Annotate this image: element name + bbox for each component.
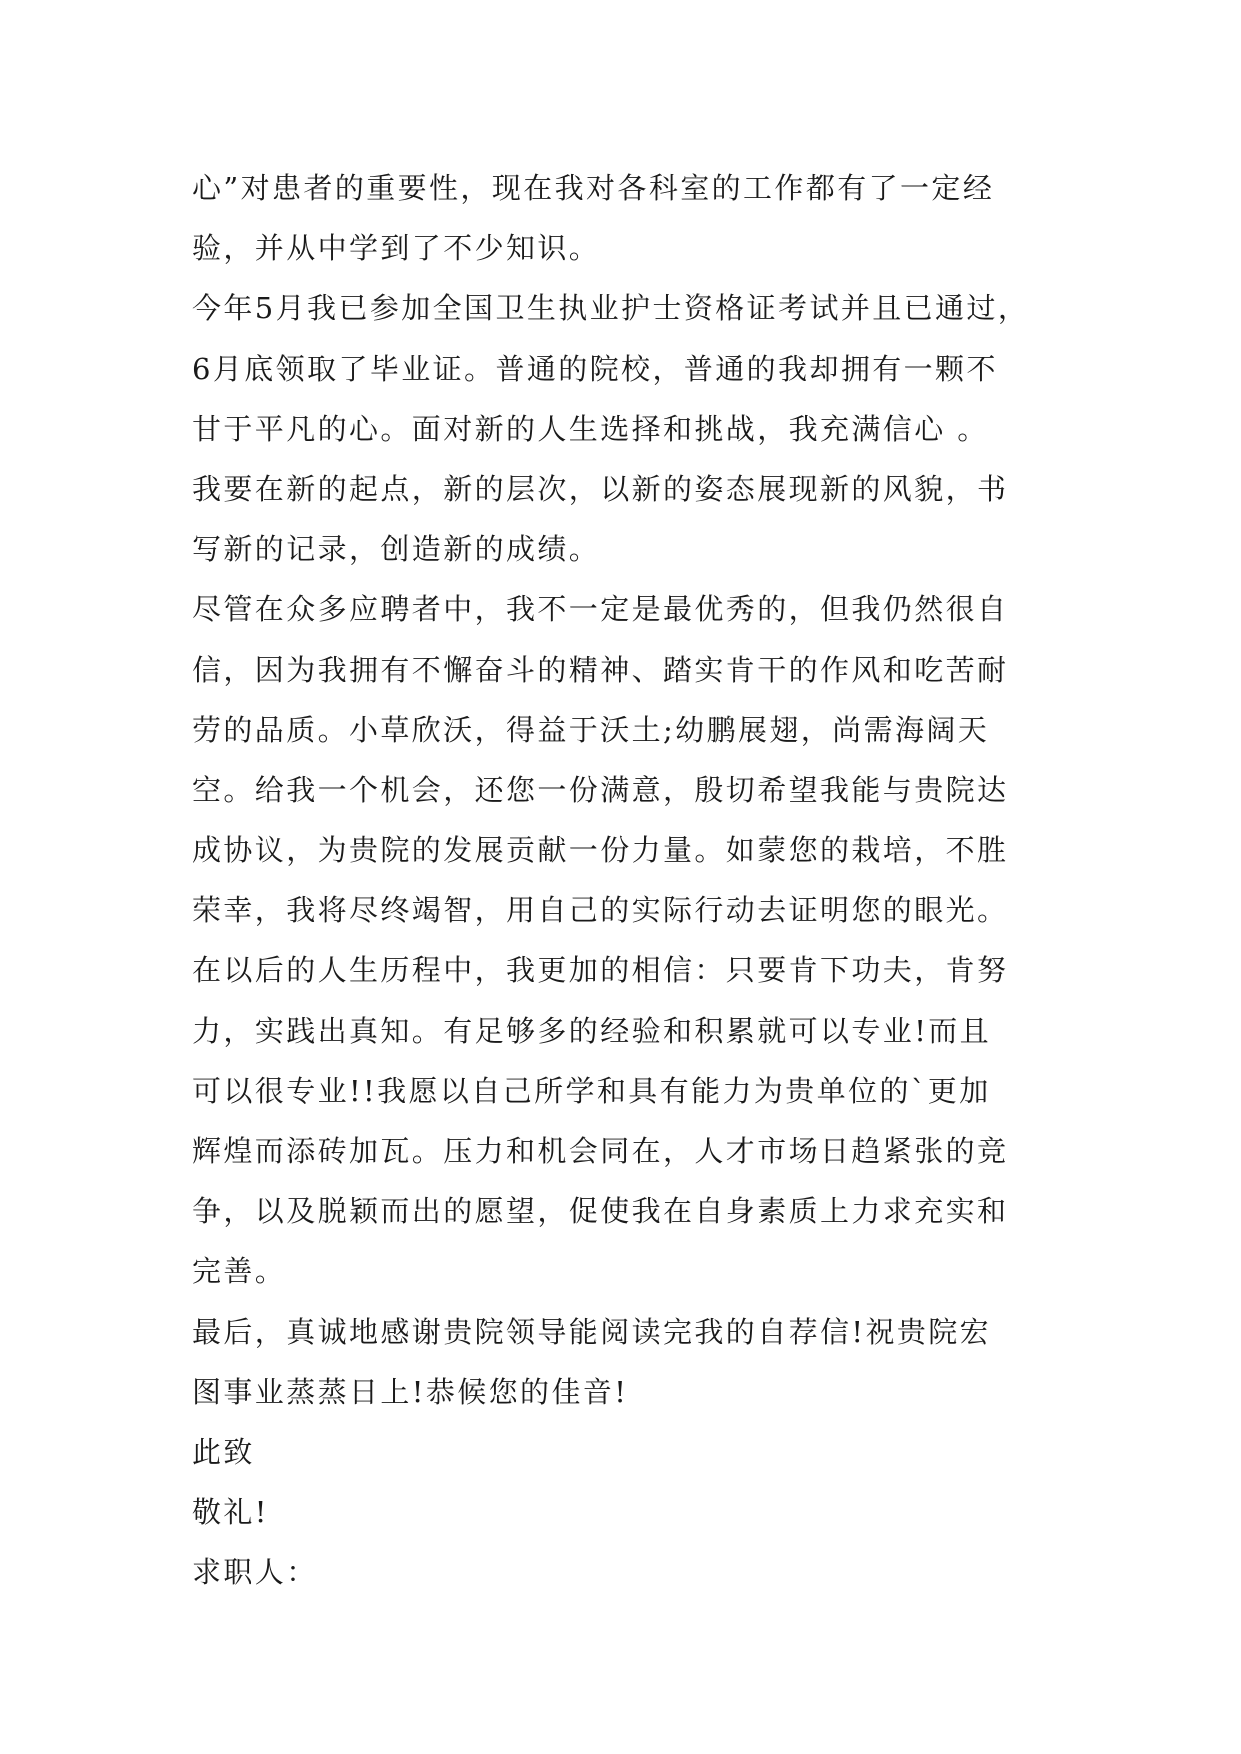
text-line: 验，并从中学到了不少知识。 bbox=[192, 231, 601, 266]
text-line: 心”对患者的重要性，现在我对各科室的工作都有了一定经 bbox=[192, 171, 995, 205]
text-line: 可以很专业!!我愿以自己所学和具有能力为贵单位的`更加 bbox=[192, 1073, 991, 1108]
text-line: 完善。 bbox=[192, 1254, 287, 1289]
text-line: 尽管在众多应聘者中，我不一定是最优秀的，但我仍然很自 bbox=[192, 592, 1009, 627]
text-line: 荣幸，我将尽终竭智，用自己的实际行动去证明您的眼光。 bbox=[192, 893, 1009, 928]
text-line: 写新的记录，创造新的成绩。 bbox=[192, 532, 601, 567]
text-line: 力，实践出真知。有足够多的经验和积累就可以专业!而且 bbox=[192, 1013, 992, 1048]
text-line: 甘于平凡的心。面对新的人生选择和挑战，我充满信心 。 bbox=[192, 411, 989, 446]
text-line: 我要在新的起点，新的层次，以新的姿态展现新的风貌，书 bbox=[192, 471, 1009, 506]
text-line: 辉煌而添砖加瓦。压力和机会同在，人才市场日趋紧张的竞 bbox=[192, 1134, 1009, 1168]
text-line: 6月底领取了毕业证。普通的院校，普通的我却拥有一颗不 bbox=[192, 351, 998, 386]
text-line: 争，以及脱颖而出的愿望，促使我在自身素质上力求充实和 bbox=[192, 1194, 1009, 1229]
text-line: 信，因为我拥有不懈奋斗的精神、踏实肯干的作风和吃苦耐 bbox=[192, 652, 1009, 687]
letter-body bbox=[192, 158, 1092, 1603]
closing-line: 此致 bbox=[192, 1434, 255, 1469]
signature-line: 求职人： bbox=[192, 1555, 318, 1590]
text-line: 今年5月我已参加全国卫生执业护士资格证考试并且已通过， bbox=[192, 291, 1030, 326]
text-line: 成协议，为贵院的发展贡献一份力量。如蒙您的栽培，不胜 bbox=[192, 833, 1009, 868]
text-line: 劳的品质。小草欣沃，得益于沃土;幼鹏展翅，尚需海阔天 bbox=[192, 712, 990, 747]
text-line: 空。给我一个机会，还您一份满意，殷切希望我能与贵院达 bbox=[192, 772, 1009, 807]
text-line: 在以后的人生历程中，我更加的相信：只要肯下功夫，肯努 bbox=[192, 953, 1009, 988]
salutation-line: 敬礼! bbox=[192, 1495, 269, 1530]
text-line: 图事业蒸蒸日上!恭候您的佳音! bbox=[192, 1374, 629, 1409]
text-line: 最后，真诚地感谢贵院领导能阅读完我的自荐信!祝贵院宏 bbox=[192, 1314, 992, 1349]
